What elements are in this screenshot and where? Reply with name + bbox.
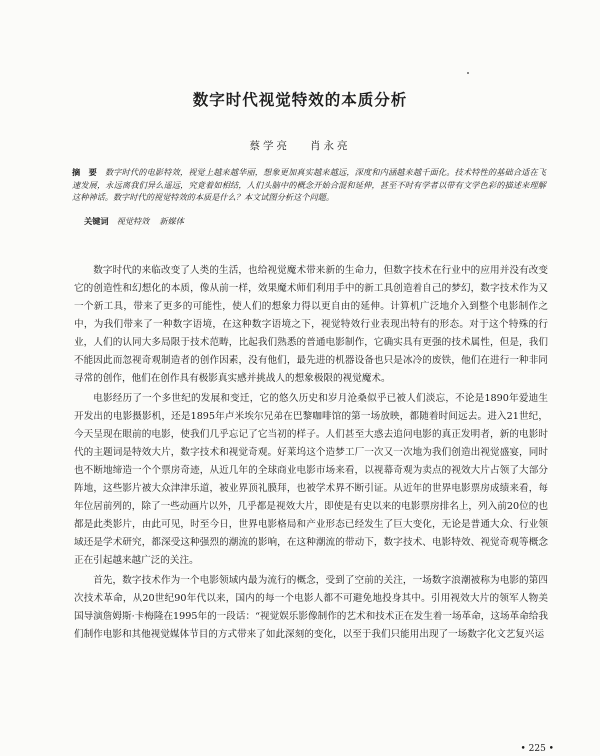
keywords bbox=[84, 216, 184, 227]
article-title: 数字时代视觉特效的本质分析 bbox=[192, 90, 408, 109]
abstract-label: 摘 要 bbox=[72, 167, 97, 177]
scan-speck bbox=[467, 72, 469, 74]
author-line bbox=[0, 138, 600, 153]
keyword: 视觉特效 bbox=[116, 216, 150, 226]
page-number: • 225 • bbox=[520, 744, 554, 754]
keywords-label: 关键词 bbox=[84, 216, 109, 226]
author-name: 蔡学亮 bbox=[249, 140, 290, 152]
body-paragraph: 首先，数字技术作为一个电影领域内最为流行的概念，受到了空前的关注，一场数字浪潮被称为电影的第四次技术革命，从20世纪90年代以来，国内的每一个电影人都不可避免地投身其中。引用视效大片的领军人物美国导演詹姆斯·卡梅隆在1995年的一段话：“视觉娱乐影像制作的艺术和技术正在发生着一场革命，这场革命给我们制作电影和其他视觉媒体节目的方式带来了如此深刻的变化，以至于我们只能用出现了一场数字化文艺复兴运 bbox=[74, 575, 548, 640]
keyword: 新媒体 bbox=[159, 216, 184, 226]
article-body bbox=[74, 262, 548, 646]
body-paragraph: 电影经历了一个多世纪的发展和变迁，它的悠久历史和岁月沧桑似乎已被人们淡忘，不论是1890年爱迪生开发出的电影摄影机，还是1895年卢米埃尔兄弟在巴黎咖啡馆的第一场放映，都随着时间远去。进入21世纪，今天呈现在眼前的电影，使我们几乎忘记了它当初的样子。人们甚至大惑去追问电影的真正发明者，新的电影时代的主题词是特效大片，数字技术和视觉奇观。好莱坞这个造梦工厂一次又一次地为我们创造出视觉盛宴，同时也不断地缔造一个个票房奇迹，从近几年的全球商业电影市场来看，以视幕奇观为卖点的视效大片占领了大部分阵地，这些影片被大众津津乐道，被业界顶礼膜拜，也被学术界不断引证。从近年的世界电影票房成绩来看，每年位居前列的，除了一些动画片以外，几乎都是视效大片，即使是有史以来的电影票房排名上，列入前20位的也都是此类影片，由此可见，时至今日，世界电影格局和产业形态已经发生了巨大变化，无论是普通大众、行业领域还是学术研究，都深受这种强烈的潮流的影响，在这种潮流的带动下，数字技术、电影特效、视觉奇观等概念正在引起越来越广泛的关注。 bbox=[74, 393, 548, 566]
abstract bbox=[72, 166, 546, 204]
body-paragraph: 数字时代的来临改变了人类的生活，也给视觉魔术带来新的生命力，但数字技术在行业中的应用并没有改变它的创造性和幻想化的本质，像从前一样，效果魔术师们利用手中的新工具创造着自己的梦幻，数字技术作为又一个新工具，带来了更多的可能性，使人们的想象力得以更自由的延伸。计算机广泛地介入到整个电影制作之中，为我们带来了一种数字语境，在这种数字语境之下，视觉特效行业表现出特有的形态。对于这个特殊的行业，人们的认同大多局限于技术范畴，比起我们熟悉的普通电影制作，它确实具有更强的技术属性，但是，我们不能因此而忽视奇观制造者的创作因素，没有他们，最先进的机器设备也只是冰冷的废铁，他们在进行一种非同寻常的创作，他们在创作具有极影真实感并挑战人的想象极限的视觉魔术。 bbox=[74, 265, 548, 384]
abstract-text: 数字时代的电影特效，视觉上越来越华丽，想象更加真实越来越远，深度和内涵越来越千面化。技术特性的基础合适在飞速发展，永远离我们异么遥远，究竟着如相结，人们头脑中的概念开始合混和延伸，甚至不时有学者以带有文学色彩的描述来理解这种神话。数字时代的视觉特效的本质是什么？本文试图分析这个问题。 bbox=[72, 167, 546, 203]
author-name: 肖永亮 bbox=[310, 140, 351, 152]
